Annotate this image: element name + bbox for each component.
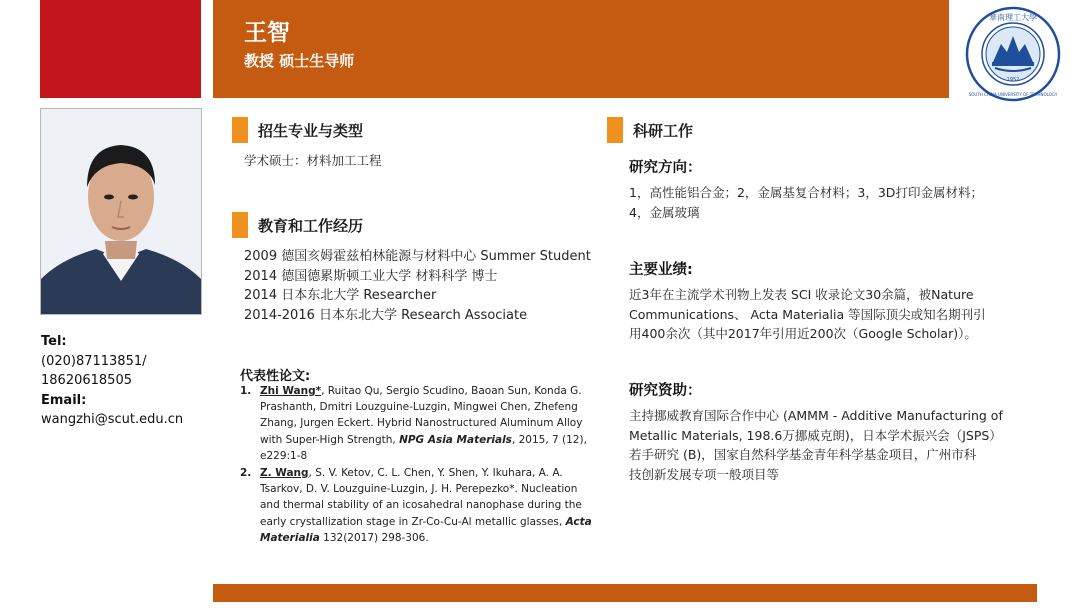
achievements-line: 近3年在主流学术刊物上发表 SCI 收录论文30余篇，被Nature (629, 287, 974, 302)
achievements-heading: 主要业绩: (629, 262, 693, 278)
header-bar (213, 0, 949, 98)
publications-heading: 代表性论文: (240, 369, 311, 384)
contact-block (41, 332, 183, 430)
publication-item (240, 383, 598, 464)
education-item: 2009 德国亥姆霍兹柏林能源与材料中心 Summer Student (244, 249, 591, 264)
education-item: 2014 德国德累斯顿工业大学 材料科学 博士 (244, 268, 498, 284)
education-marker (232, 212, 248, 238)
person-name: 王智 (244, 20, 290, 46)
funding-text (629, 406, 1003, 484)
publication-journal: Acta Materialia (260, 515, 592, 544)
education-list (244, 247, 591, 325)
direction-line: 4，金属玻璃 (629, 204, 700, 220)
achievements-text (629, 285, 986, 344)
logo-cn-text: 華南理工大學 (989, 13, 1037, 22)
publication-tail: , 2015, 7 (12), e229:1-8 (260, 433, 587, 462)
tel-number-2: 18620618505 (41, 373, 132, 388)
publications-list (240, 383, 598, 547)
direction-line: 1，高性能铝合金；2，金属基复合材料；3，3D打印金属材料； (629, 185, 983, 200)
admission-heading: 招生专业与类型 (258, 122, 364, 140)
funding-line: 若手研究 (B)，国家自然科学基金青年科学基金项目，广州市科 (629, 447, 977, 462)
achievements-line: Communications、 Acta Materialia 等国际顶尖或知名期刊引 (629, 306, 986, 322)
research-marker (607, 117, 623, 143)
tel-label: Tel: (41, 334, 67, 349)
logo-en-text: SOUTH CHINA UNIVERSITY OF TECHNOLOGY (968, 92, 1058, 97)
direction-heading: 研究方向： (629, 160, 702, 176)
logo-year: 1952 (1006, 77, 1020, 83)
publication-body: , Ruitao Qu, Sergio Scudino, Baoan Sun, Konda G. Prashanth, Dmitri Louzguine-Luzgin, Mingwei Chen, Zhefeng Zhang, Jurgen Eckert. Hybrid Nanostructured Aluminum Alloy with Super-High Strength, (260, 385, 583, 446)
achievements-line: 用400余次（其中2017年引用近200次（Google Scholar)）。 (629, 326, 977, 341)
email-label: Email: (41, 392, 87, 408)
funding-line: Metallic Materials, 198.6万挪威克朗)，日本学术振兴会（JSPS） (629, 427, 1002, 443)
education-item: 2014 日本东北大学 Researcher (244, 288, 437, 303)
education-heading: 教育和工作经历 (258, 217, 364, 235)
publication-body: , S. V. Ketov, C. L. Chen, Y. Shen, Y. Ikuhara, A. A. Tsarkov, D. V. Louzguine-Luzgin, J. H. Perepezko*. Nucleation and thermal stability of an icosahedral nanophase during the early crystallization stage in Zr-Co-Cu-Al metallic glasses, (260, 467, 582, 528)
header-red-block (40, 0, 201, 98)
publication-journal: NPG Asia Materials (399, 433, 512, 446)
education-item: 2014-2016 日本东北大学 Research Associate (244, 307, 528, 323)
publication-number: 1. (240, 385, 252, 397)
direction-text (629, 183, 983, 222)
funding-line: 主持挪威教育国际合作中心 (AMMM - Additive Manufacturing of (629, 408, 1003, 423)
admission-marker (232, 117, 248, 143)
publication-author: Zhi Wang* (260, 385, 322, 397)
portrait-photo (40, 108, 202, 315)
publication-number: 2. (240, 467, 252, 480)
publication-author: Z. Wang (260, 467, 309, 480)
publication-tail: 132(2017) 298-306. (319, 531, 429, 544)
funding-heading: 研究资助： (629, 383, 702, 399)
publication-item (240, 465, 598, 546)
research-heading: 科研工作 (633, 122, 694, 140)
admission-text: 学术硕士：材料加工工程 (244, 153, 382, 168)
funding-line: 技创新发展专项一般项目等 (629, 466, 780, 482)
footer-bar (213, 584, 1037, 602)
tel-number-1: (020)87113851/ (41, 353, 147, 369)
university-logo (965, 6, 1061, 102)
person-title: 教授 硕士生导师 (244, 52, 355, 70)
email-address[interactable]: wangzhi@scut.edu.cn (41, 412, 184, 427)
